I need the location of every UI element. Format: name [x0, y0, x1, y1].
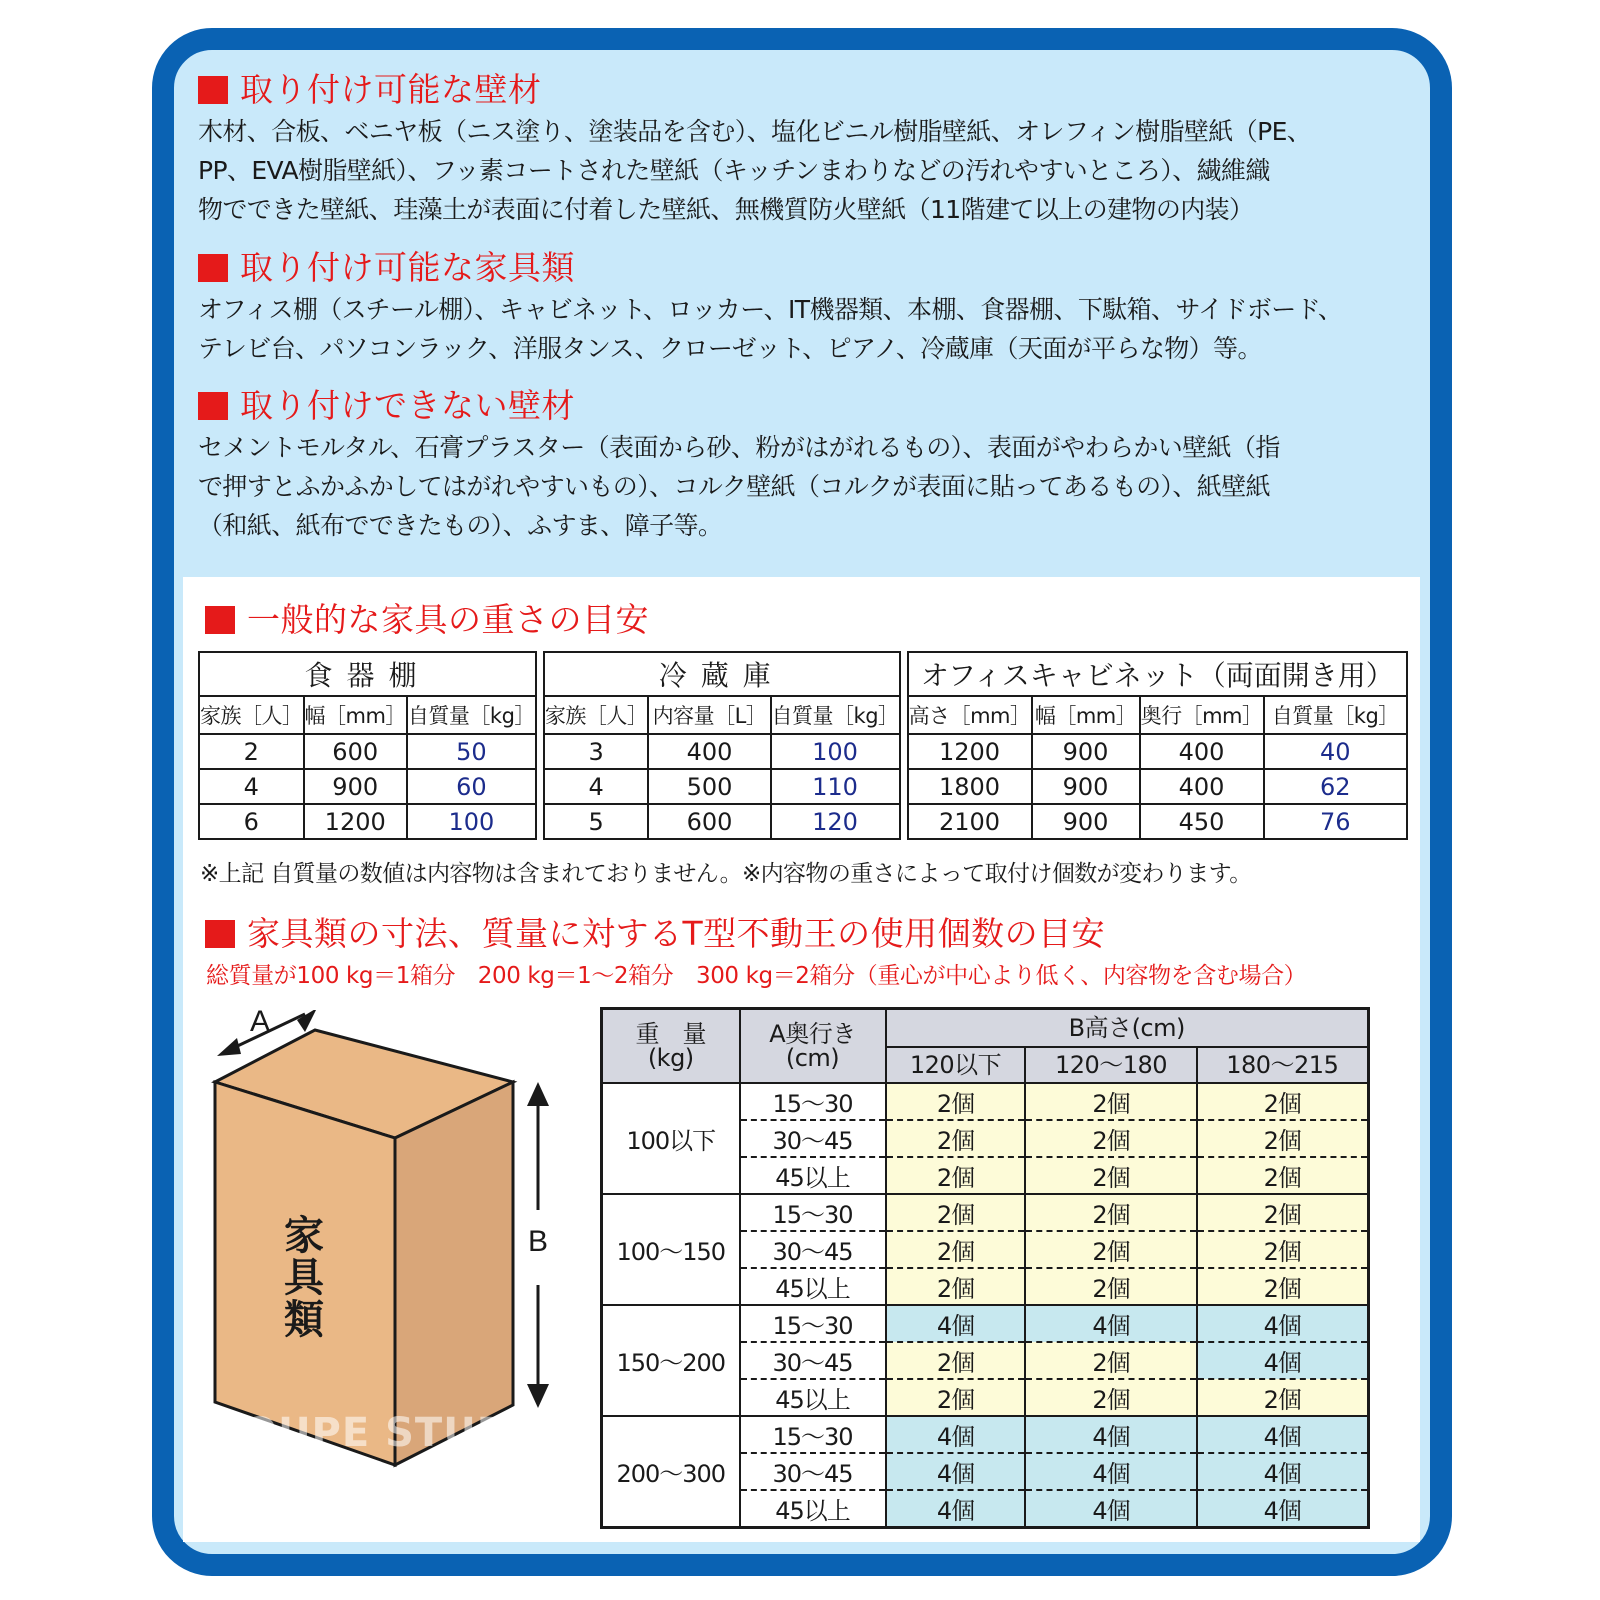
count-cell: 2個: [1025, 1120, 1196, 1157]
column-header: 家族［人］: [544, 696, 649, 734]
column-header: 自質量［kg］: [771, 696, 900, 734]
count-cell: 2個: [886, 1120, 1026, 1157]
table-title: 冷蔵庫: [544, 652, 900, 696]
count-cell: 2個: [886, 1268, 1026, 1305]
count-cell: 2個: [1197, 1157, 1369, 1194]
table-row: [908, 804, 1407, 839]
column-header: 奥行［mm］: [1140, 696, 1264, 734]
table-row: [602, 1416, 1369, 1453]
section-title: [198, 384, 1428, 428]
cell: 450: [1140, 804, 1264, 839]
box-label-char: 類: [284, 1297, 324, 1343]
label-b: B: [528, 1225, 549, 1258]
column-header: 高さ［mm］: [908, 696, 1032, 734]
column-header: 自質量［kg］: [1264, 696, 1407, 734]
header-text: A奥行き: [769, 1019, 856, 1048]
weight-range-cell: 200〜300: [602, 1416, 740, 1528]
column-header: 幅［mm］: [1032, 696, 1140, 734]
depth-range-cell: 30〜45: [740, 1231, 886, 1268]
title-text: 一般的な家具の重さの目安: [247, 600, 649, 639]
count-cell: 2個: [1197, 1268, 1369, 1305]
header-text: 重 量: [635, 1019, 706, 1048]
box-label: [282, 1215, 326, 1341]
count-cell: 2個: [1025, 1379, 1196, 1416]
cell: 400: [648, 734, 770, 769]
cell: 500: [648, 769, 770, 804]
table-row: [544, 734, 900, 769]
weight-range-cell: 100〜150: [602, 1194, 740, 1305]
label-a: A: [250, 1005, 271, 1038]
section-body: [198, 290, 1428, 368]
body-line: PP、EVA樹脂壁紙）、フッ素コートされた壁紙（キッチンまわりなどの汚れやすいところ）、繊維織: [198, 156, 1270, 185]
depth-range-cell: 45以上: [740, 1379, 886, 1416]
weight-note: ※上記 自質量の数値は内容物は含まれておりません。※内容物の重さによって取付け個数が変わります。: [200, 861, 1252, 887]
red-square-bullet-icon: [198, 76, 228, 104]
cell: 1200: [304, 804, 407, 839]
count-cell: 2個: [1025, 1342, 1196, 1379]
body-line: セメントモルタル、石膏プラスター（表面から砂、粉がはがれるもの）、表面がやわらかい壁紙（指: [198, 433, 1280, 462]
cell: 5: [544, 804, 649, 839]
count-cell: 2個: [1025, 1268, 1196, 1305]
fridge-table: [543, 651, 901, 840]
table-row: [908, 734, 1407, 769]
count-cell: 4個: [1197, 1342, 1369, 1379]
weight-header: [602, 1009, 740, 1083]
count-cell: 4個: [1197, 1490, 1369, 1528]
table-row: [908, 769, 1407, 804]
red-square-bullet-icon: [198, 392, 228, 420]
height-col-header: 180〜215: [1197, 1047, 1369, 1083]
count-cell: 2個: [886, 1194, 1026, 1231]
cell: 900: [304, 769, 407, 804]
count-cell: 4個: [1197, 1453, 1369, 1490]
header-unit: (kg): [647, 1043, 694, 1072]
body-line: オフィス棚（スチール棚）、キャビネット、ロッカー、IT機器類、本棚、食器棚、下駄箱、サイドボード、: [198, 295, 1343, 324]
cell: 400: [1140, 734, 1264, 769]
depth-range-cell: 45以上: [740, 1157, 886, 1194]
depth-range-cell: 15〜30: [740, 1305, 886, 1342]
title-text: 家具類の寸法、質量に対するT型不動王の使用個数の目安: [247, 914, 1106, 953]
count-cell: 2個: [1197, 1120, 1369, 1157]
usage-subtitle: 総質量が100 kg＝1箱分 200 kg＝1〜2箱分 300 kg＝2箱分（重心が中心より低く、内容物を含む場合）: [206, 963, 1307, 989]
depth-range-cell: 30〜45: [740, 1453, 886, 1490]
title-text: 取り付け可能な家具類: [240, 248, 575, 287]
cell: 100: [407, 804, 536, 839]
usage-count-table: [600, 1007, 1370, 1529]
count-cell: 2個: [1025, 1083, 1196, 1120]
section-title: [205, 598, 1435, 642]
cell: 110: [771, 769, 900, 804]
section-usage-count: [205, 912, 1435, 956]
count-cell: 2個: [1197, 1194, 1369, 1231]
arrow-b-head-down-icon: [527, 1384, 549, 1408]
section-non-mountable-walls: [198, 384, 1428, 545]
count-cell: 4個: [886, 1490, 1026, 1528]
count-cell: 2個: [1197, 1083, 1369, 1120]
section-title: [205, 912, 1435, 956]
arrow-a-head-left-icon: [217, 1038, 241, 1056]
arrow-a-head-right-icon: [297, 1010, 317, 1032]
cell: 3: [544, 734, 649, 769]
count-cell: 2個: [1025, 1231, 1196, 1268]
depth-range-cell: 15〜30: [740, 1416, 886, 1453]
cell: 600: [304, 734, 407, 769]
header-unit: (cm): [785, 1043, 840, 1072]
table-title: 食器棚: [199, 652, 536, 696]
count-cell: 2個: [886, 1342, 1026, 1379]
depth-range-cell: 30〜45: [740, 1342, 886, 1379]
table-row: [602, 1194, 1369, 1231]
section-body: [198, 428, 1428, 545]
cell: 62: [1264, 769, 1407, 804]
count-cell: 2個: [1025, 1194, 1196, 1231]
weight-range-cell: 100以下: [602, 1083, 740, 1194]
depth-range-cell: 15〜30: [740, 1083, 886, 1120]
count-cell: 2個: [1197, 1231, 1369, 1268]
column-header: 幅［mm］: [304, 696, 407, 734]
body-line: テレビ台、パソコンラック、洋服タンス、クローゼット、ピアノ、冷蔵庫（天面が平らな物）等。: [198, 334, 1262, 363]
section-furniture-weight: [205, 598, 1435, 642]
cell: 1200: [908, 734, 1032, 769]
table-row: [199, 769, 536, 804]
body-line: 木材、合板、ベニヤ板（ニス塗り、塗装品を含む）、塩化ビニル樹脂壁紙、オレフィン樹脂壁紙（PE、: [198, 117, 1312, 146]
count-cell: 2個: [1025, 1157, 1196, 1194]
count-cell: 4個: [886, 1453, 1026, 1490]
height-col-header: 120以下: [886, 1047, 1026, 1083]
count-cell: 2個: [886, 1083, 1026, 1120]
count-cell: 4個: [1197, 1305, 1369, 1342]
box-label-char: 家: [284, 1213, 324, 1259]
red-square-bullet-icon: [198, 254, 228, 282]
table-row: [199, 804, 536, 839]
office-cabinet-table: [907, 651, 1408, 840]
table-row: [544, 804, 900, 839]
cell: 100: [771, 734, 900, 769]
section-body: [198, 112, 1428, 229]
cell: 900: [1032, 769, 1140, 804]
section-title: [198, 246, 1428, 290]
table-title: オフィスキャビネット（両面開き用）: [908, 652, 1407, 696]
cupboard-table: [198, 651, 537, 840]
depth-header: [740, 1009, 886, 1083]
depth-range-cell: 45以上: [740, 1268, 886, 1305]
section-mountable-walls: [198, 68, 1428, 229]
count-cell: 4個: [1025, 1305, 1196, 1342]
table-row: [602, 1083, 1369, 1120]
cell: 50: [407, 734, 536, 769]
weight-range-cell: 150〜200: [602, 1305, 740, 1416]
watermark: LOUPE STUDIO: [218, 1410, 562, 1456]
count-cell: 2個: [886, 1231, 1026, 1268]
arrow-b-head-up-icon: [527, 1082, 549, 1106]
cell: 76: [1264, 804, 1407, 839]
section-mountable-furniture: [198, 246, 1428, 368]
title-text: 取り付けできない壁材: [240, 386, 575, 425]
title-text: 取り付け可能な壁材: [240, 70, 542, 109]
depth-range-cell: 30〜45: [740, 1120, 886, 1157]
cell: 600: [648, 804, 770, 839]
count-cell: 4個: [1197, 1416, 1369, 1453]
table-row: [199, 734, 536, 769]
cell: 4: [544, 769, 649, 804]
count-cell: 2個: [886, 1379, 1026, 1416]
cell: 6: [199, 804, 304, 839]
box-side-face: [395, 1082, 513, 1465]
cell: 1800: [908, 769, 1032, 804]
weight-tables: [198, 651, 1408, 838]
section-title: [198, 68, 1428, 112]
column-header: 家族［人］: [199, 696, 304, 734]
count-cell: 4個: [886, 1416, 1026, 1453]
cell: 4: [199, 769, 304, 804]
column-header: 自質量［kg］: [407, 696, 536, 734]
count-cell: 2個: [886, 1157, 1026, 1194]
cell: 2100: [908, 804, 1032, 839]
count-cell: 4個: [886, 1305, 1026, 1342]
body-line: （和紙、紙布でできたもの）、ふすま、障子等。: [198, 511, 723, 540]
cell: 60: [407, 769, 536, 804]
cell: 400: [1140, 769, 1264, 804]
body-line: 物でできた壁紙、珪藻土が表面に付着した壁紙、無機質防火壁紙（11階建て以上の建物の内装）: [198, 195, 1254, 224]
table-row: [544, 769, 900, 804]
red-square-bullet-icon: [205, 606, 235, 634]
red-square-bullet-icon: [205, 920, 235, 948]
table-row: [602, 1305, 1369, 1342]
body-line: で押すとふかふかしてはがれやすいもの）、コルク壁紙（コルクが表面に貼ってあるもの）、紙壁紙: [198, 472, 1271, 501]
cell: 40: [1264, 734, 1407, 769]
height-header: B高さ(cm): [886, 1009, 1369, 1047]
depth-range-cell: 15〜30: [740, 1194, 886, 1231]
height-col-header: 120〜180: [1025, 1047, 1196, 1083]
depth-range-cell: 45以上: [740, 1490, 886, 1528]
cell: 120: [771, 804, 900, 839]
cell: 900: [1032, 734, 1140, 769]
count-cell: 4個: [1025, 1416, 1196, 1453]
count-cell: 2個: [1197, 1379, 1369, 1416]
cell: 900: [1032, 804, 1140, 839]
box-label-char: 具: [284, 1255, 324, 1301]
column-header: 内容量［L］: [648, 696, 770, 734]
cell: 2: [199, 734, 304, 769]
count-cell: 4個: [1025, 1490, 1196, 1528]
count-cell: 4個: [1025, 1453, 1196, 1490]
